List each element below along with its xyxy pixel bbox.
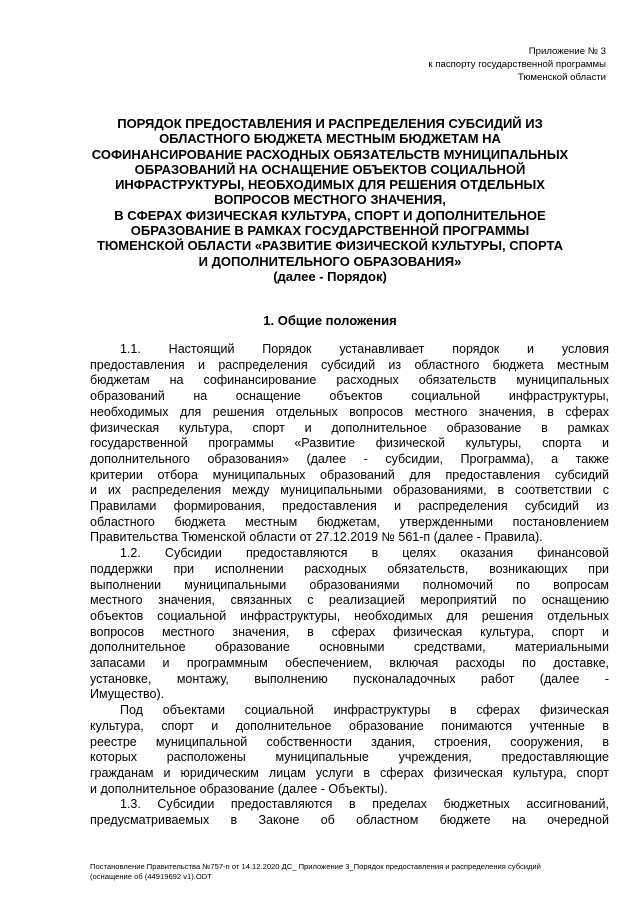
text-line: государственной программы «Развитие физической культуры, спорта и — [90, 436, 609, 451]
paragraph-1-2 — [90, 546, 609, 703]
text-line: Правительства Тюменской области от 27.12.2019 № 561-п (далее - Правила). — [90, 530, 543, 545]
text-line: и дополнительное образование (далее - Объекты). — [90, 781, 388, 796]
text-line: Под объектами социальной инфраструктуры в сферах физическая — [120, 703, 609, 718]
title-line: СОФИНАНСИРОВАНИЕ РАСХОДНЫХ ОБЯЗАТЕЛЬСТВ МУНИЦИПАЛЬНЫХ — [91, 146, 569, 162]
text-line: поддержки при исполнении расходных обязательств, возникающих при — [90, 561, 609, 576]
text-line: образований на оснащение объектов социальной инфраструктуры, — [90, 389, 609, 404]
text-line: которых расположены муниципальные учреждения, предоставляющие — [90, 750, 609, 765]
paragraph-1-3 — [90, 797, 609, 828]
document-title — [80, 116, 580, 284]
paragraph-objects-definition — [90, 703, 609, 797]
appendix-line: Приложение № 3 — [528, 46, 606, 57]
text-line: местного значения, связанных с реализацией мероприятий по оснащению — [90, 593, 609, 608]
text-line: бюджетам на софинансирование расходных обязательств муниципальных — [90, 373, 609, 388]
title-line: ТЮМЕНСКОЙ ОБЛАСТИ «РАЗВИТИЕ ФИЗИЧЕСКОЙ КУЛЬТУРЫ, СПОРТА — [96, 238, 564, 254]
text-line: выполнении муниципальными образованиями полномочий по вопросам — [90, 577, 609, 592]
text-line: предоставления и распределения субсидий из областного бюджета местным — [90, 357, 609, 372]
text-line: установке, монтажу, выполнению пусконаладочных работ (далее - — [90, 671, 609, 686]
text-line: объектов социальной инфраструктуры, необходимых для решения отдельных — [90, 608, 609, 623]
text-line: физическая культура, спорт и дополнительное образование в рамках — [90, 420, 609, 435]
text-line: дополнительное образование основными средствами, материальными — [90, 640, 609, 655]
paragraph-1-1 — [90, 342, 609, 546]
text-line: Имущество). — [90, 687, 165, 702]
text-line: необходимых для решения отдельных вопросов местного значения, в сферах — [90, 404, 609, 419]
text-line: 1.2. Субсидии предоставляются в целях оказания финансовой — [120, 546, 609, 561]
title-line: ОБРАЗОВАНИЙ НА ОСНАЩЕНИЕ ОБЪЕКТОВ СОЦИАЛЬНОЙ — [134, 161, 526, 177]
section-heading: 1. Общие положения — [263, 313, 397, 328]
document-footer — [90, 862, 610, 882]
text-line: критерии отбора муниципальных образований для предоставления субсидий — [90, 467, 609, 482]
title-line: (далее - Порядок) — [273, 268, 387, 284]
text-line: Правилами формирования, предоставления и распределения субсидий из — [90, 499, 609, 514]
text-line: предусматриваемых в Законе об областном бюджете на очередной — [90, 813, 609, 828]
document-body — [90, 342, 609, 829]
footer-line: (оснащение об (44919692 v1).ODT — [90, 872, 212, 881]
title-line: ИНФРАСТРУКТУРЫ, НЕОБХОДИМЫХ ДЛЯ РЕШЕНИЯ ОТДЕЛЬНЫХ — [115, 177, 545, 193]
text-line: 1.3. Субсидии предоставляются в пределах бюджетных ассигнований, — [120, 797, 609, 812]
text-line: дополнительного образования» (далее - субсидии, Программа), а также — [90, 451, 609, 466]
title-line: ВОПРОСОВ МЕСТНОГО ЗНАЧЕНИЯ, — [214, 192, 446, 208]
text-line: вопросов местного значения, в сферах физическая культура, спорт и — [90, 624, 609, 639]
appendix-line: Тюменской области — [517, 72, 606, 83]
title-line: ОБЛАСТНОГО БЮДЖЕТА МЕСТНЫМ БЮДЖЕТАМ НА — [159, 131, 501, 147]
text-line: и их распределения между муниципальными образованиями, в соответствии с — [90, 483, 609, 498]
text-line: областного бюджета местным бюджетам, утвержденными постановлением — [90, 514, 609, 529]
footer-line: Постановление Правительства №757-п от 14.12.2020 ДС_ Приложение 3_Порядок предоставления и распределения субсидий — [90, 862, 541, 871]
title-line: В СФЕРАХ ФИЗИЧЕСКАЯ КУЛЬТУРА, СПОРТ И ДОПОЛНИТЕЛЬНОЕ — [114, 207, 546, 223]
text-line: 1.1. Настоящий Порядок устанавливает порядок и условия — [120, 342, 609, 356]
text-line: реестре муниципальной собственности здания, строения, сооружения, в — [90, 734, 609, 749]
text-line: запасами и программным обеспечением, включая расходы по доставке, — [90, 656, 609, 671]
title-line: И ДОПОЛНИТЕЛЬНОГО ОБРАЗОВАНИЯ» — [198, 253, 462, 269]
text-line: гражданам и юридическим лицам услуги в сферах физическая культура, спорт — [90, 765, 609, 780]
text-line: культура, спорт и дополнительное образование понимаются учтенные в — [90, 718, 609, 733]
appendix-line: к паспорту государственной программы — [428, 59, 606, 70]
appendix-note — [306, 45, 606, 84]
title-line: ПОРЯДОК ПРЕДОСТАВЛЕНИЯ И РАСПРЕДЕЛЕНИЯ СУБСИДИЙ ИЗ — [117, 116, 543, 131]
title-line: ОБРАЗОВАНИЕ В РАМКАХ ГОСУДАРСТВЕННОЙ ПРОГРАММЫ — [130, 223, 530, 239]
